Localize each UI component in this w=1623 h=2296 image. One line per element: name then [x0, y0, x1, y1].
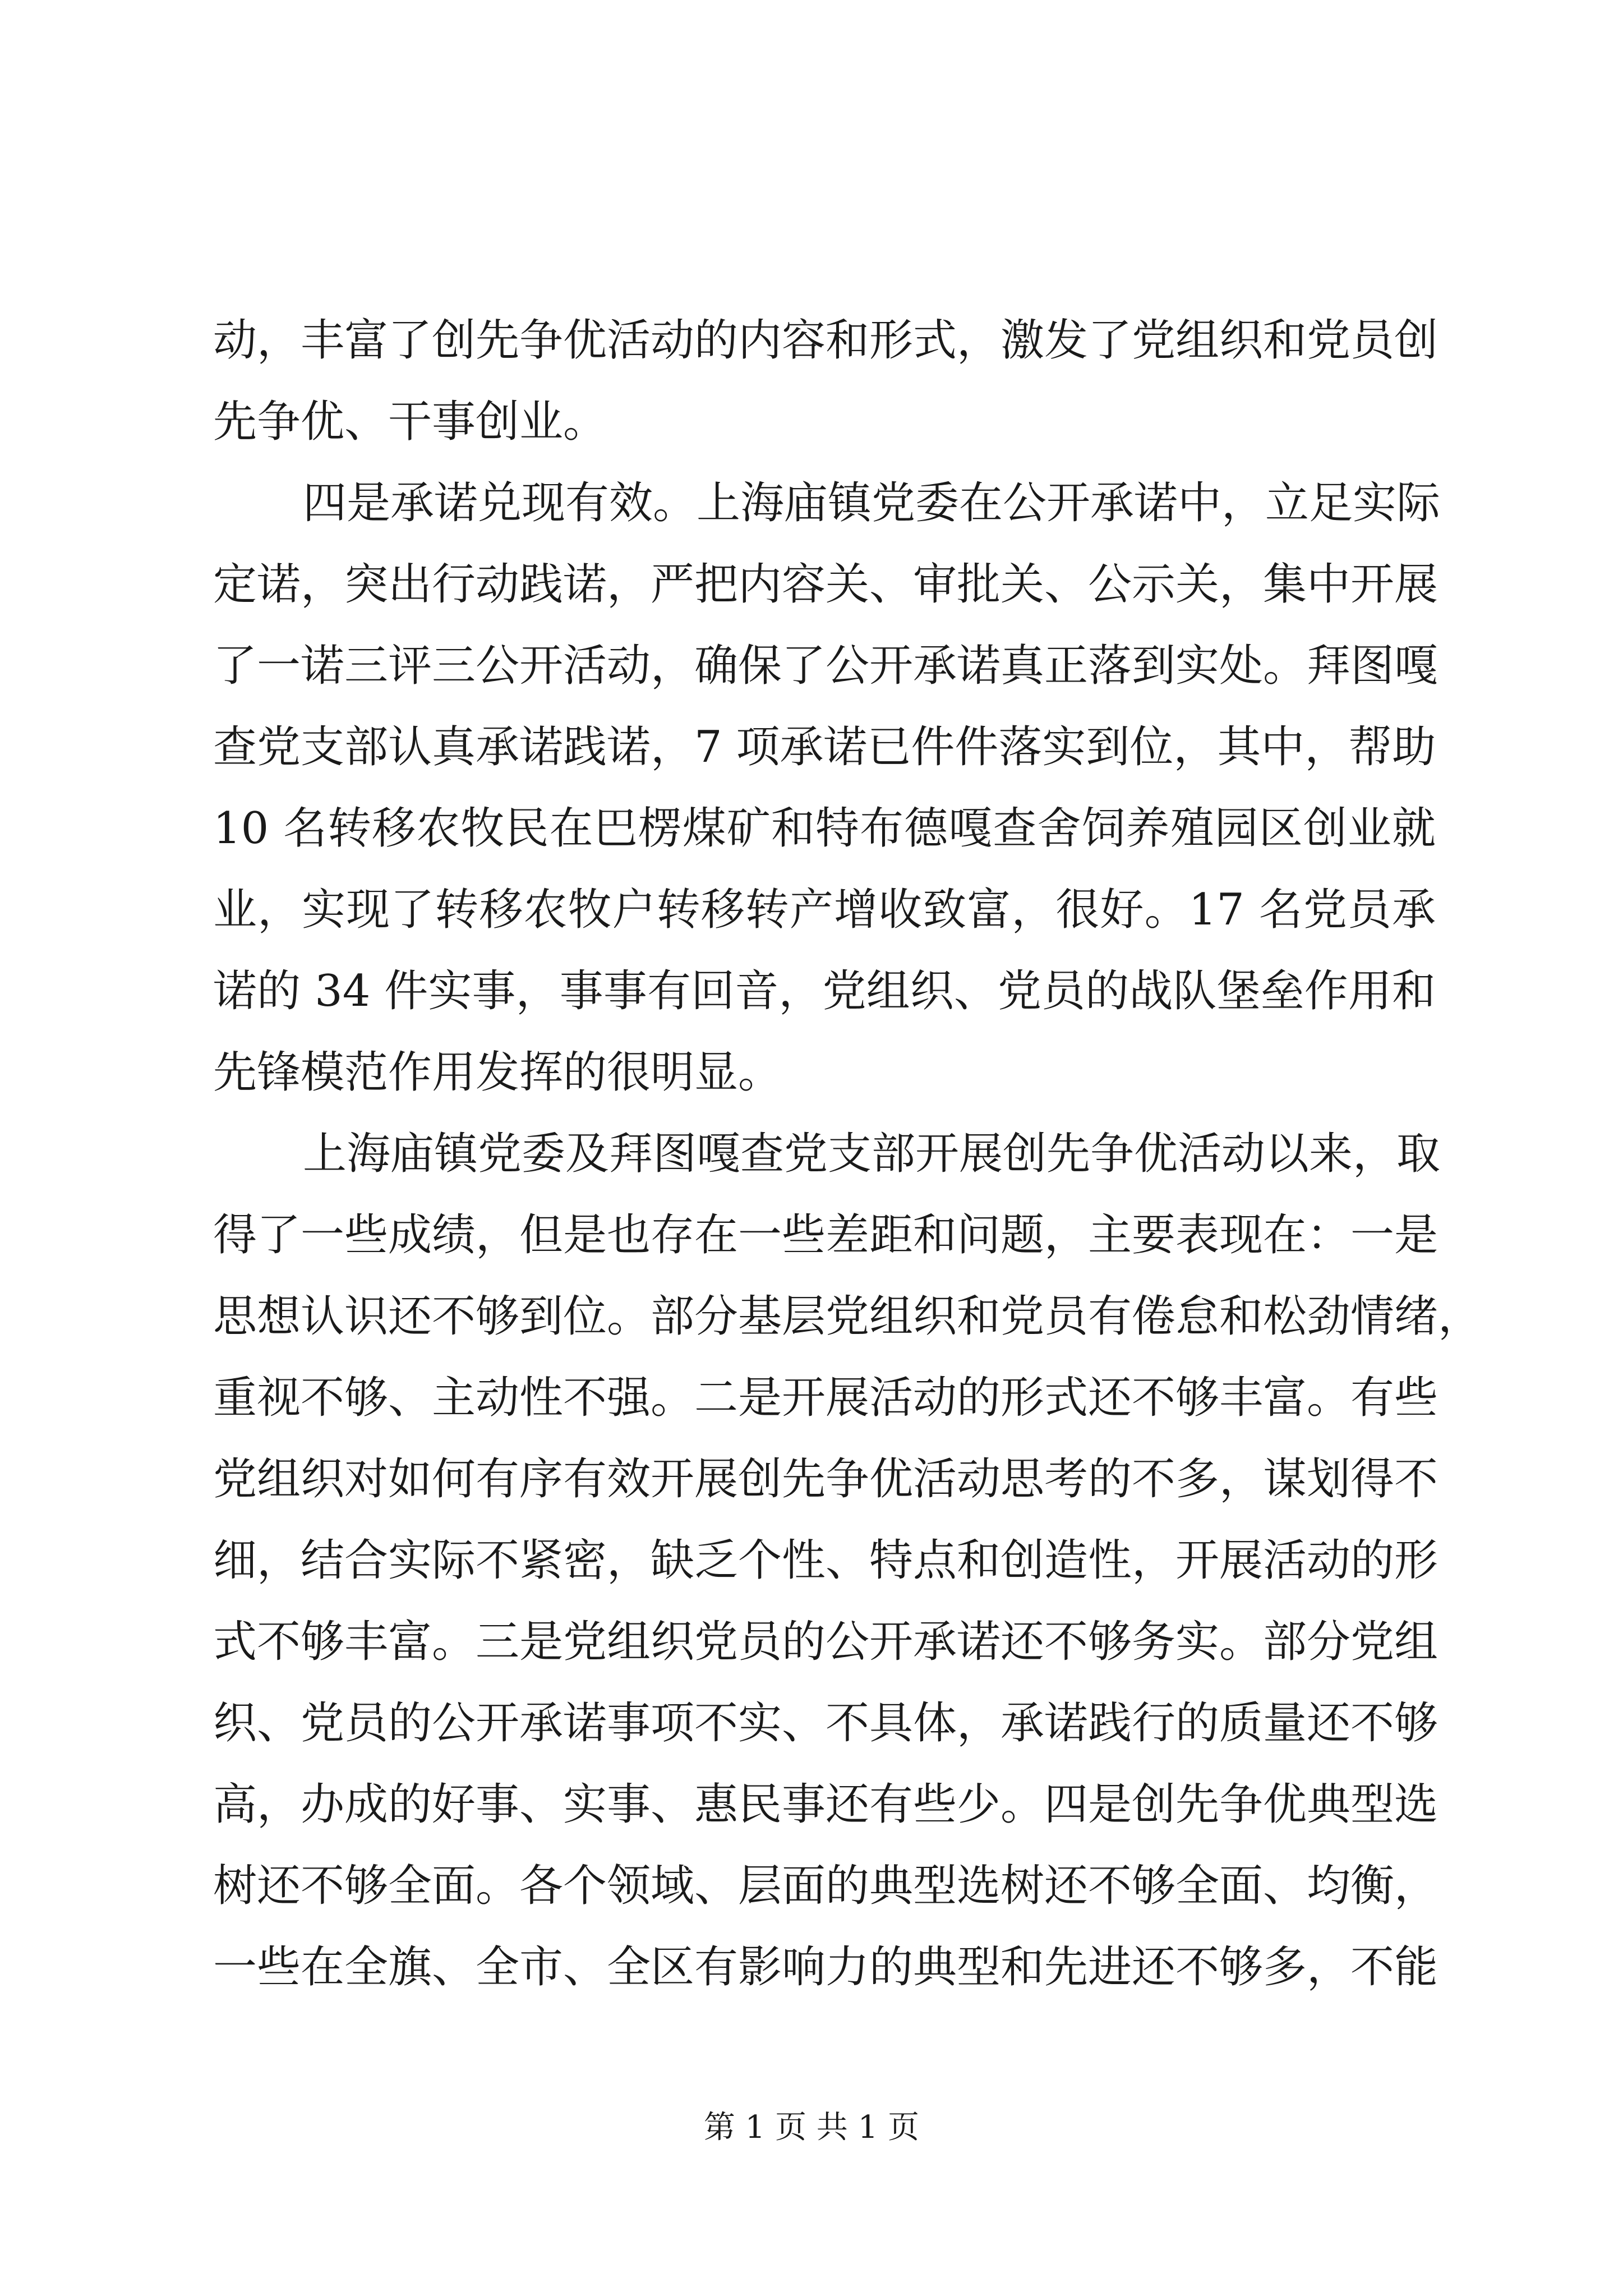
text-line: 式不够丰富。三是党组织党员的公开承诺还不够务实。部分党组	[213, 1617, 1438, 1667]
text-line: 一些在全旗、全市、全区有影响力的典型和先进还不够多，不能	[213, 1942, 1438, 1993]
text-line: 上海庙镇党委及拜图嘎查党支部开展创先争优活动以来，取	[303, 1129, 1441, 1179]
text-line: 了一诺三评三公开活动，确保了公开承诺真正落到实处。拜图嘎	[213, 641, 1438, 691]
text-line: 得了一些成绩，但是也存在一些差距和问题，主要表现在：一是	[213, 1210, 1438, 1260]
text-line: 定诺，突出行动践诺，严把内容关、审批关、公示关，集中开展	[213, 559, 1438, 610]
text-line: 细，结合实际不紧密，缺乏个性、特点和创造性，开展活动的形	[213, 1535, 1438, 1586]
text-line: 业，实现了转移农牧户转移转产增收致富，很好。17 名党员承	[213, 885, 1436, 935]
text-line: 树还不够全面。各个领域、层面的典型选树还不够全面、均衡，	[213, 1861, 1438, 1911]
page-footer: 第 1 页 共 1 页	[703, 2109, 920, 2146]
text-line: 重视不够、主动性不强。二是开展活动的形式还不够丰富。有些	[213, 1373, 1438, 1423]
text-line: 诺的 34 件实事，事事有回音，党组织、党员的战队堡垒作用和	[213, 966, 1436, 1016]
document-body	[213, 300, 1482, 2008]
text-line: 织、党员的公开承诺事项不实、不具体，承诺践行的质量还不够	[213, 1698, 1438, 1749]
text-line: 先锋模范作用发挥的很明显。	[213, 1047, 782, 1098]
text-line: 党组织对如何有序有效开展创先争优活动思考的不多，谋划得不	[213, 1454, 1438, 1504]
text-line: 查党支部认真承诺践诺，7 项承诺已件件落实到位，其中，帮助	[213, 722, 1436, 772]
text-line: 高，办成的好事、实事、惠民事还有些少。四是创先争优典型选	[213, 1779, 1438, 1830]
text-line: 思想认识还不够到位。部分基层党组织和党员有倦怠和松劲情绪，	[213, 1291, 1482, 1342]
text-line: 动，丰富了创先争优活动的内容和形式，激发了党组织和党员创	[213, 315, 1438, 366]
text-line: 10 名转移农牧民在巴楞煤矿和特布德嘎查舍饲养殖园区创业就	[213, 803, 1436, 854]
text-line: 先争优、干事创业。	[213, 397, 607, 447]
text-line: 四是承诺兑现有效。上海庙镇党委在公开承诺中，立足实际	[303, 478, 1441, 528]
